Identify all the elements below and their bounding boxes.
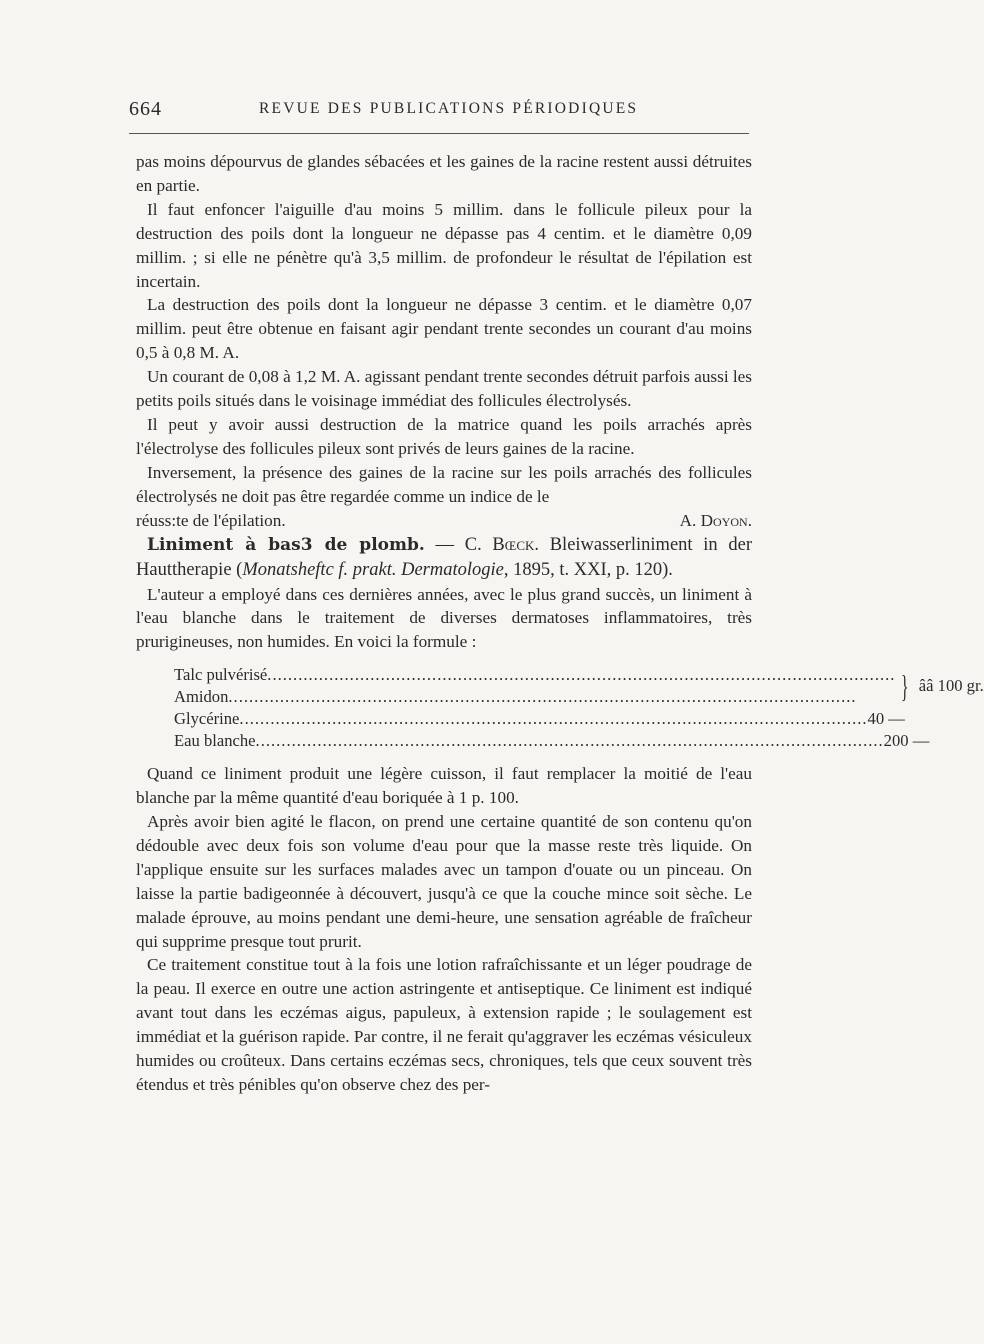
formula-row bbox=[174, 708, 905, 730]
paragraph: pas moins dépourvus de glandes sébacées et les gaines de la racine restent aussi détruites en partie. bbox=[136, 152, 752, 195]
signature-author: A. Doyon. bbox=[679, 510, 752, 530]
leader-dots bbox=[228, 686, 895, 708]
closing-text: réuss:te de l'épilation. bbox=[136, 510, 286, 530]
formula-row bbox=[174, 730, 930, 752]
journal-title: REVUE DES PUBLICATIONS PÉRIODIQUES bbox=[259, 100, 639, 117]
leader-dots bbox=[256, 730, 884, 752]
heading-dash: — bbox=[424, 534, 465, 555]
ingredient-quantity: 40 — bbox=[867, 709, 905, 729]
article-author: C. Bœck. bbox=[464, 534, 539, 555]
formula-row bbox=[174, 664, 895, 686]
paragraph: Ce traitement constitue tout à la fois une lotion rafraîchissante et un léger poudrage de la peau. Il exerce en outre une action astringente et antiseptique. Ce liniment est indiqué avant tout dans les eczémas aigus, papuleux, à extension rapide ; le soulagement est immédiat et la guérison rapide. Par contre, il ne ferait qu'aggraver les eczémas vésiculeux humides ou croûteux. Dans certains eczémas secs, chroniques, tels que ceux souvent très étendus et très pénibles qu'on observe chez des per- bbox=[136, 955, 752, 1094]
paragraph: Il faut enfoncer l'aiguille d'au moins 5 millim. dans le follicule pileux pour la destruction des poils dont la longueur ne dépasse pas 4 centim. et le diamètre 0,09 millim. ; si elle ne pénètre qu'à 3,5 millim. de profondeur le résultat de l'épilation est incertain. bbox=[136, 199, 752, 291]
page-number: 664 bbox=[129, 98, 162, 120]
ingredient-name: Talc pulvérisé bbox=[174, 665, 268, 685]
paragraph: Inversement, la présence des gaines de la racine sur les poils arrachés des follicules électrolysés ne doit pas être regardée comme un indice de le bbox=[136, 462, 752, 506]
formula-table bbox=[174, 664, 984, 752]
brace-icon: } bbox=[901, 668, 909, 705]
running-head bbox=[129, 96, 749, 126]
article-title: Liniment à bas3 de plomb. bbox=[147, 534, 425, 555]
journal-name: Monatsheftc f. prakt. Dermatologie bbox=[242, 559, 504, 580]
page-body bbox=[136, 150, 984, 1097]
article-heading bbox=[136, 533, 752, 583]
leader-dots bbox=[239, 708, 867, 730]
ingredient-name: Amidon bbox=[174, 687, 229, 707]
article-title-rest: Bleiwasserliniment in der Hauttherapie ( bbox=[136, 534, 752, 580]
signature-line bbox=[136, 509, 752, 533]
article-intro: L'auteur a employé dans ces dernières années, avec le plus grand succès, un liniment à l'eau blanche dans le traitement de diverses dermatoses inflammatoires, très prurigineuses, non humides. En voici la formule : bbox=[136, 584, 752, 652]
leader-dots bbox=[267, 664, 895, 686]
paragraph: La destruction des poils dont la longueur ne dépasse 3 centim. et le diamètre 0,07 millim. peut être obtenue en faisant agir pendant trente secondes un courant d'au moins 0,5 à 0,8 M. A. bbox=[136, 295, 752, 363]
ingredient-quantity: ââ 100 gr. bbox=[918, 676, 984, 696]
ingredient-name: Glycérine bbox=[174, 709, 240, 729]
ingredient-quantity: 200 — bbox=[883, 731, 930, 751]
paragraph: Quand ce liniment produit une légère cuisson, il faut remplacer la moitié de l'eau blanche par la même quantité d'eau boriquée à 1 p. 100. bbox=[136, 764, 752, 808]
header-rule bbox=[129, 133, 749, 134]
paragraph: Un courant de 0,08 à 1,2 M. A. agissant pendant trente secondes détruit parfois aussi les petits poils situés dans le voisinage immédiat des follicules électrolysés. bbox=[136, 367, 752, 411]
paragraph: Après avoir bien agité le flacon, on prend une certaine quantité de son contenu qu'on dédouble avec deux fois son volume d'eau pour que la masse reste très liquide. On l'applique ensuite sur les surfaces malades avec un tampon d'ouate ou un pinceau. On laisse la partie badigeonnée à découvert, jusqu'à ce que la couche mince soit sèche. Le malade éprouve, au moins pendant une demi-heure, une sensation agréable de fraîcheur qui supprime presque tout prurit. bbox=[136, 812, 752, 951]
ingredient-name: Eau blanche bbox=[174, 731, 256, 751]
formula-row bbox=[174, 686, 895, 708]
article-citation: , 1895, t. XXI, p. 120). bbox=[503, 559, 673, 580]
paragraph: Il peut y avoir aussi destruction de la matrice quand les poils arrachés après l'électrolyse des follicules pileux sont privés de leurs gaines de la racine. bbox=[136, 414, 752, 458]
formula-group bbox=[174, 664, 984, 708]
